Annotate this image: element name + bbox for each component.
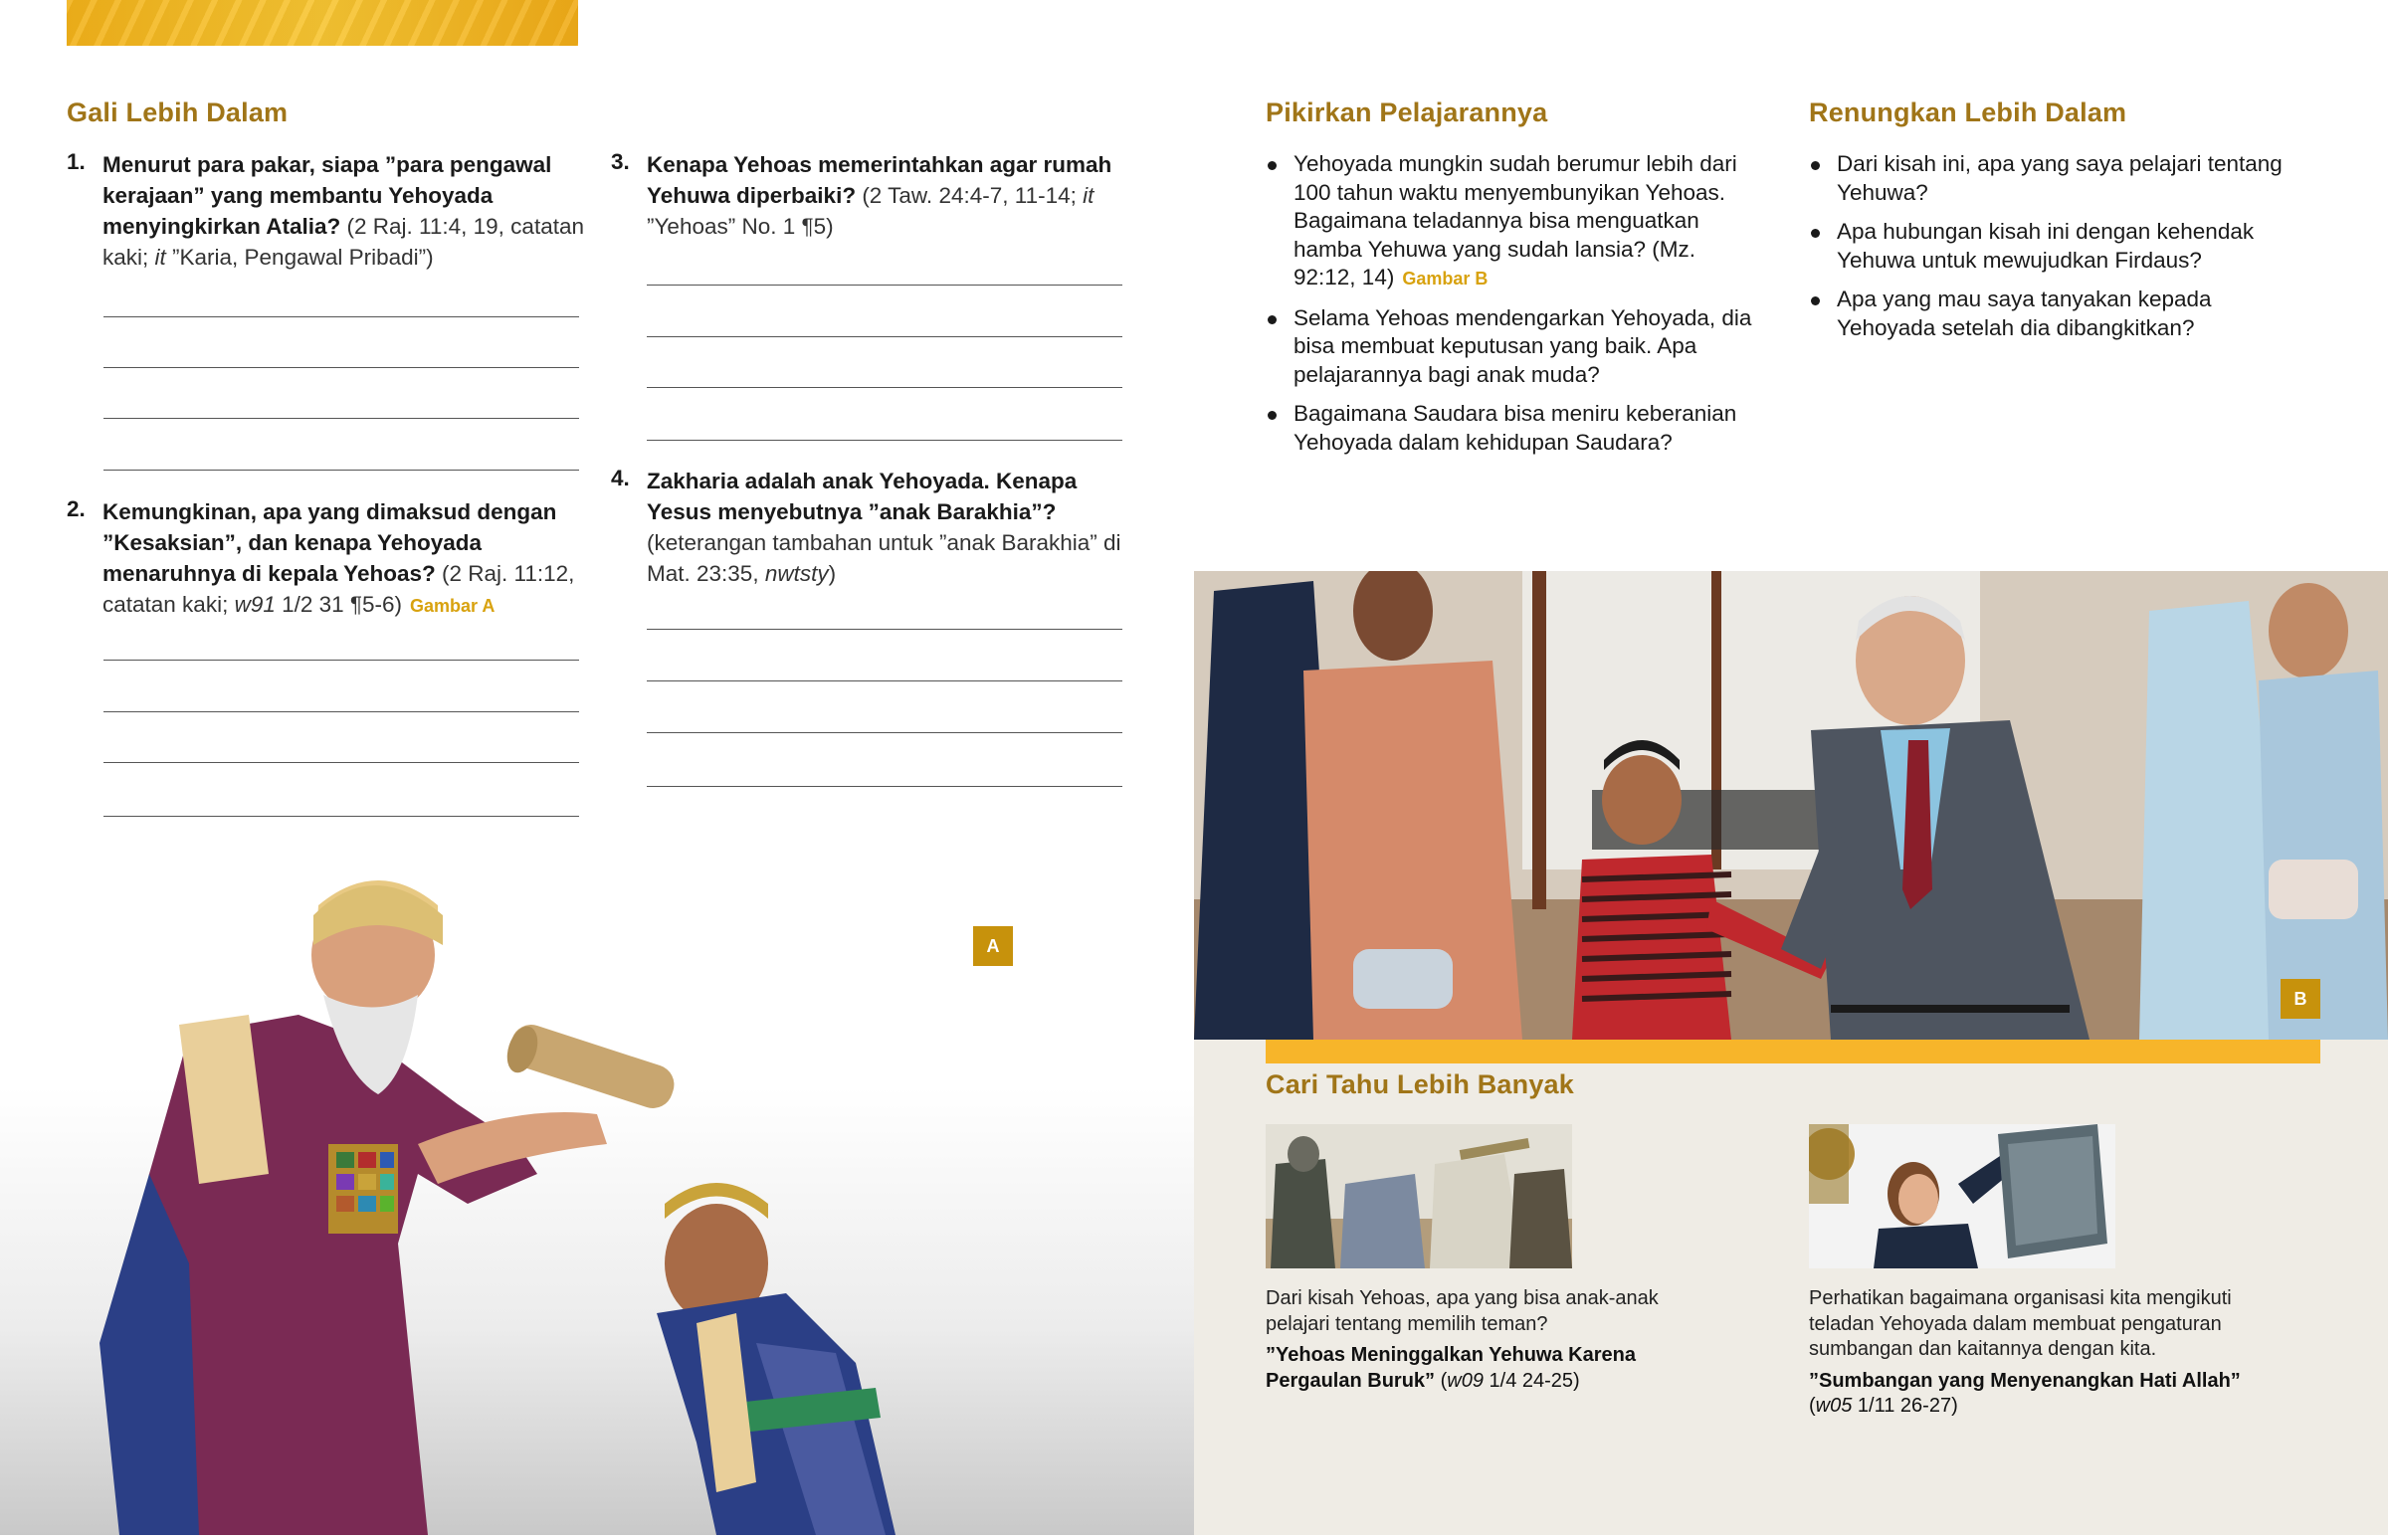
list-item: Dari kisah ini, apa yang saya pelajari tentang Yehuwa? <box>1809 150 2287 207</box>
question-text <box>647 466 1128 589</box>
list-item <box>1266 304 1763 390</box>
illustration-a <box>0 846 1194 1535</box>
reference-open: ( <box>1435 1369 1448 1392</box>
lesson-text: Yehoyada mungkin sudah berumur lebih dari 100 tahun waktu menyembunyikan Yehoas. Bagaimana teladannya bisa menguatkan hamba Yehuwa yang sudah lansia? (Mz. 92:12, 14) <box>1294 151 1737 289</box>
question-prompt: Kemungkinan, apa yang dimaksud dengan ”Kesaksian”, dan kenapa Yehoyada menaruhnya di kepala Yehoas? <box>102 499 557 586</box>
panel-accent-bar <box>1266 1040 2320 1063</box>
reference-end: ) <box>828 561 837 586</box>
reference-end: ”Yehoas” No. 1 ¶5) <box>647 214 834 239</box>
picture-badge-b: B <box>2281 979 2320 1019</box>
question-reference: (keterangan tambahan untuk ”anak Barakhia” di Mat. 23:35, <box>647 530 1121 586</box>
reflect-list <box>1809 150 2287 353</box>
section-heading-lessons: Pikirkan Pelajarannya <box>1266 97 1548 127</box>
question-2 <box>67 496 584 622</box>
question-text <box>102 149 584 273</box>
question-4 <box>611 466 1128 589</box>
photo-b <box>1194 571 2388 1040</box>
question-1 <box>67 149 584 273</box>
reference-italic: it <box>154 245 166 270</box>
decorative-gold-bar <box>67 0 578 46</box>
card-image-jehoash[interactable] <box>1266 1124 1572 1268</box>
question-number: 4. <box>611 466 630 490</box>
reference-italic: nwtsty <box>764 561 829 586</box>
reference-italic: it <box>1083 183 1094 208</box>
article-title-link[interactable]: ”Yehoas Meninggalkan Yehuwa Karena Pergaulan Buruk” <box>1266 1344 1636 1392</box>
answer-line[interactable] <box>103 660 579 661</box>
answer-line[interactable] <box>647 786 1122 787</box>
reference-end: 1/4 24-25) <box>1483 1369 1580 1392</box>
reference-end: 1/11 26-27) <box>1852 1395 1958 1417</box>
answer-line[interactable] <box>103 762 579 763</box>
question-text <box>102 496 584 622</box>
list-item <box>1266 400 1763 457</box>
list-item <box>1266 150 1763 293</box>
reference-open: ( <box>1809 1395 1816 1417</box>
card-1-text <box>1266 1286 1703 1394</box>
reference-italic: w05 <box>1815 1395 1853 1417</box>
question-prompt: Menurut para pakar, siapa ”para pengawal kerajaan” yang membantu Yehoyada menyingkirkan Atalia? <box>102 152 552 239</box>
list-item: Apa yang mau saya tanyakan kepada Yehoyada setelah dia dibangkitkan? <box>1809 286 2287 342</box>
question-text <box>647 149 1128 242</box>
answer-line[interactable] <box>647 680 1122 681</box>
answer-line[interactable] <box>103 470 579 471</box>
lessons-list <box>1266 150 1763 468</box>
question-number: 3. <box>611 149 630 174</box>
congregation-greeting-photo <box>1194 571 2388 1040</box>
section-heading-learn-more: Cari Tahu Lebih Banyak <box>1266 1069 1574 1099</box>
card-description: Dari kisah Yehoas, apa yang bisa anak-anak pelajari tentang memilih teman? <box>1266 1287 1659 1335</box>
card-reference[interactable] <box>1266 1343 1703 1394</box>
answer-line[interactable] <box>103 316 579 317</box>
question-number: 2. <box>67 496 86 521</box>
reference-end: ”Karia, Pengawal Pribadi”) <box>165 245 434 270</box>
card-image-donation[interactable] <box>1809 1124 2115 1268</box>
answer-line[interactable] <box>647 285 1122 286</box>
question-reference: (2 Raj. 11:12, catatan kaki; <box>102 561 575 617</box>
answer-line[interactable] <box>103 367 579 368</box>
answer-line[interactable] <box>647 440 1122 441</box>
section-heading-dig-deeper: Gali Lebih Dalam <box>67 97 289 127</box>
section-heading-reflect: Renungkan Lebih Dalam <box>1809 97 2127 127</box>
jehoash-scene-image <box>1266 1124 1572 1268</box>
card-2-text <box>1809 1286 2277 1420</box>
reference-end: 1/2 31 ¶5-6) <box>275 592 403 617</box>
card-description: Perhatikan bagaimana organisasi kita mengikuti teladan Yehoyada dalam membuat pengaturan sumbangan dan kaitannya dengan kita. <box>1809 1287 2232 1360</box>
lesson-text: Selama Yehoas mendengarkan Yehoyada, dia bisa membuat keputusan yang baik. Apa pelajarannya bagi anak muda? <box>1294 304 1752 387</box>
question-prompt: Kenapa Yehoas memerintahkan agar rumah Yehuwa diperbaiki? <box>647 152 1112 208</box>
picture-tag: Gambar A <box>410 596 496 616</box>
lesson-text: Bagaimana Saudara bisa meniru keberanian Yehoyada dalam kehidupan Saudara? <box>1294 401 1737 455</box>
question-3 <box>611 149 1128 242</box>
answer-line[interactable] <box>647 629 1122 630</box>
answer-line[interactable] <box>647 732 1122 733</box>
reference-italic: w91 <box>234 592 276 617</box>
question-prompt: Zakharia adalah anak Yehoyada. Kenapa Yesus menyebutnya ”anak Barakhia”? <box>647 469 1078 524</box>
donation-box-image <box>1809 1124 2115 1268</box>
reference-italic: w09 <box>1447 1369 1484 1392</box>
priest-crowning-illustration <box>0 846 1194 1535</box>
picture-badge-a: A <box>973 926 1013 966</box>
answer-line[interactable] <box>103 816 579 817</box>
list-item: Apa hubungan kisah ini dengan kehendak Yehuwa untuk mewujudkan Firdaus? <box>1809 218 2287 275</box>
answer-line[interactable] <box>647 336 1122 337</box>
question-number: 1. <box>67 149 86 174</box>
answer-line[interactable] <box>103 711 579 712</box>
picture-tag: Gambar B <box>1402 269 1489 289</box>
card-reference[interactable] <box>1809 1369 2277 1420</box>
question-reference: (2 Taw. 24:4-7, 11-14; <box>856 183 1084 208</box>
answer-line[interactable] <box>647 387 1122 388</box>
question-reference: (2 Raj. 11:4, 19, catatan kaki; <box>102 214 584 270</box>
answer-line[interactable] <box>103 418 579 419</box>
article-title-link[interactable]: ”Sumbangan yang Menyenangkan Hati Allah” <box>1809 1369 2241 1392</box>
